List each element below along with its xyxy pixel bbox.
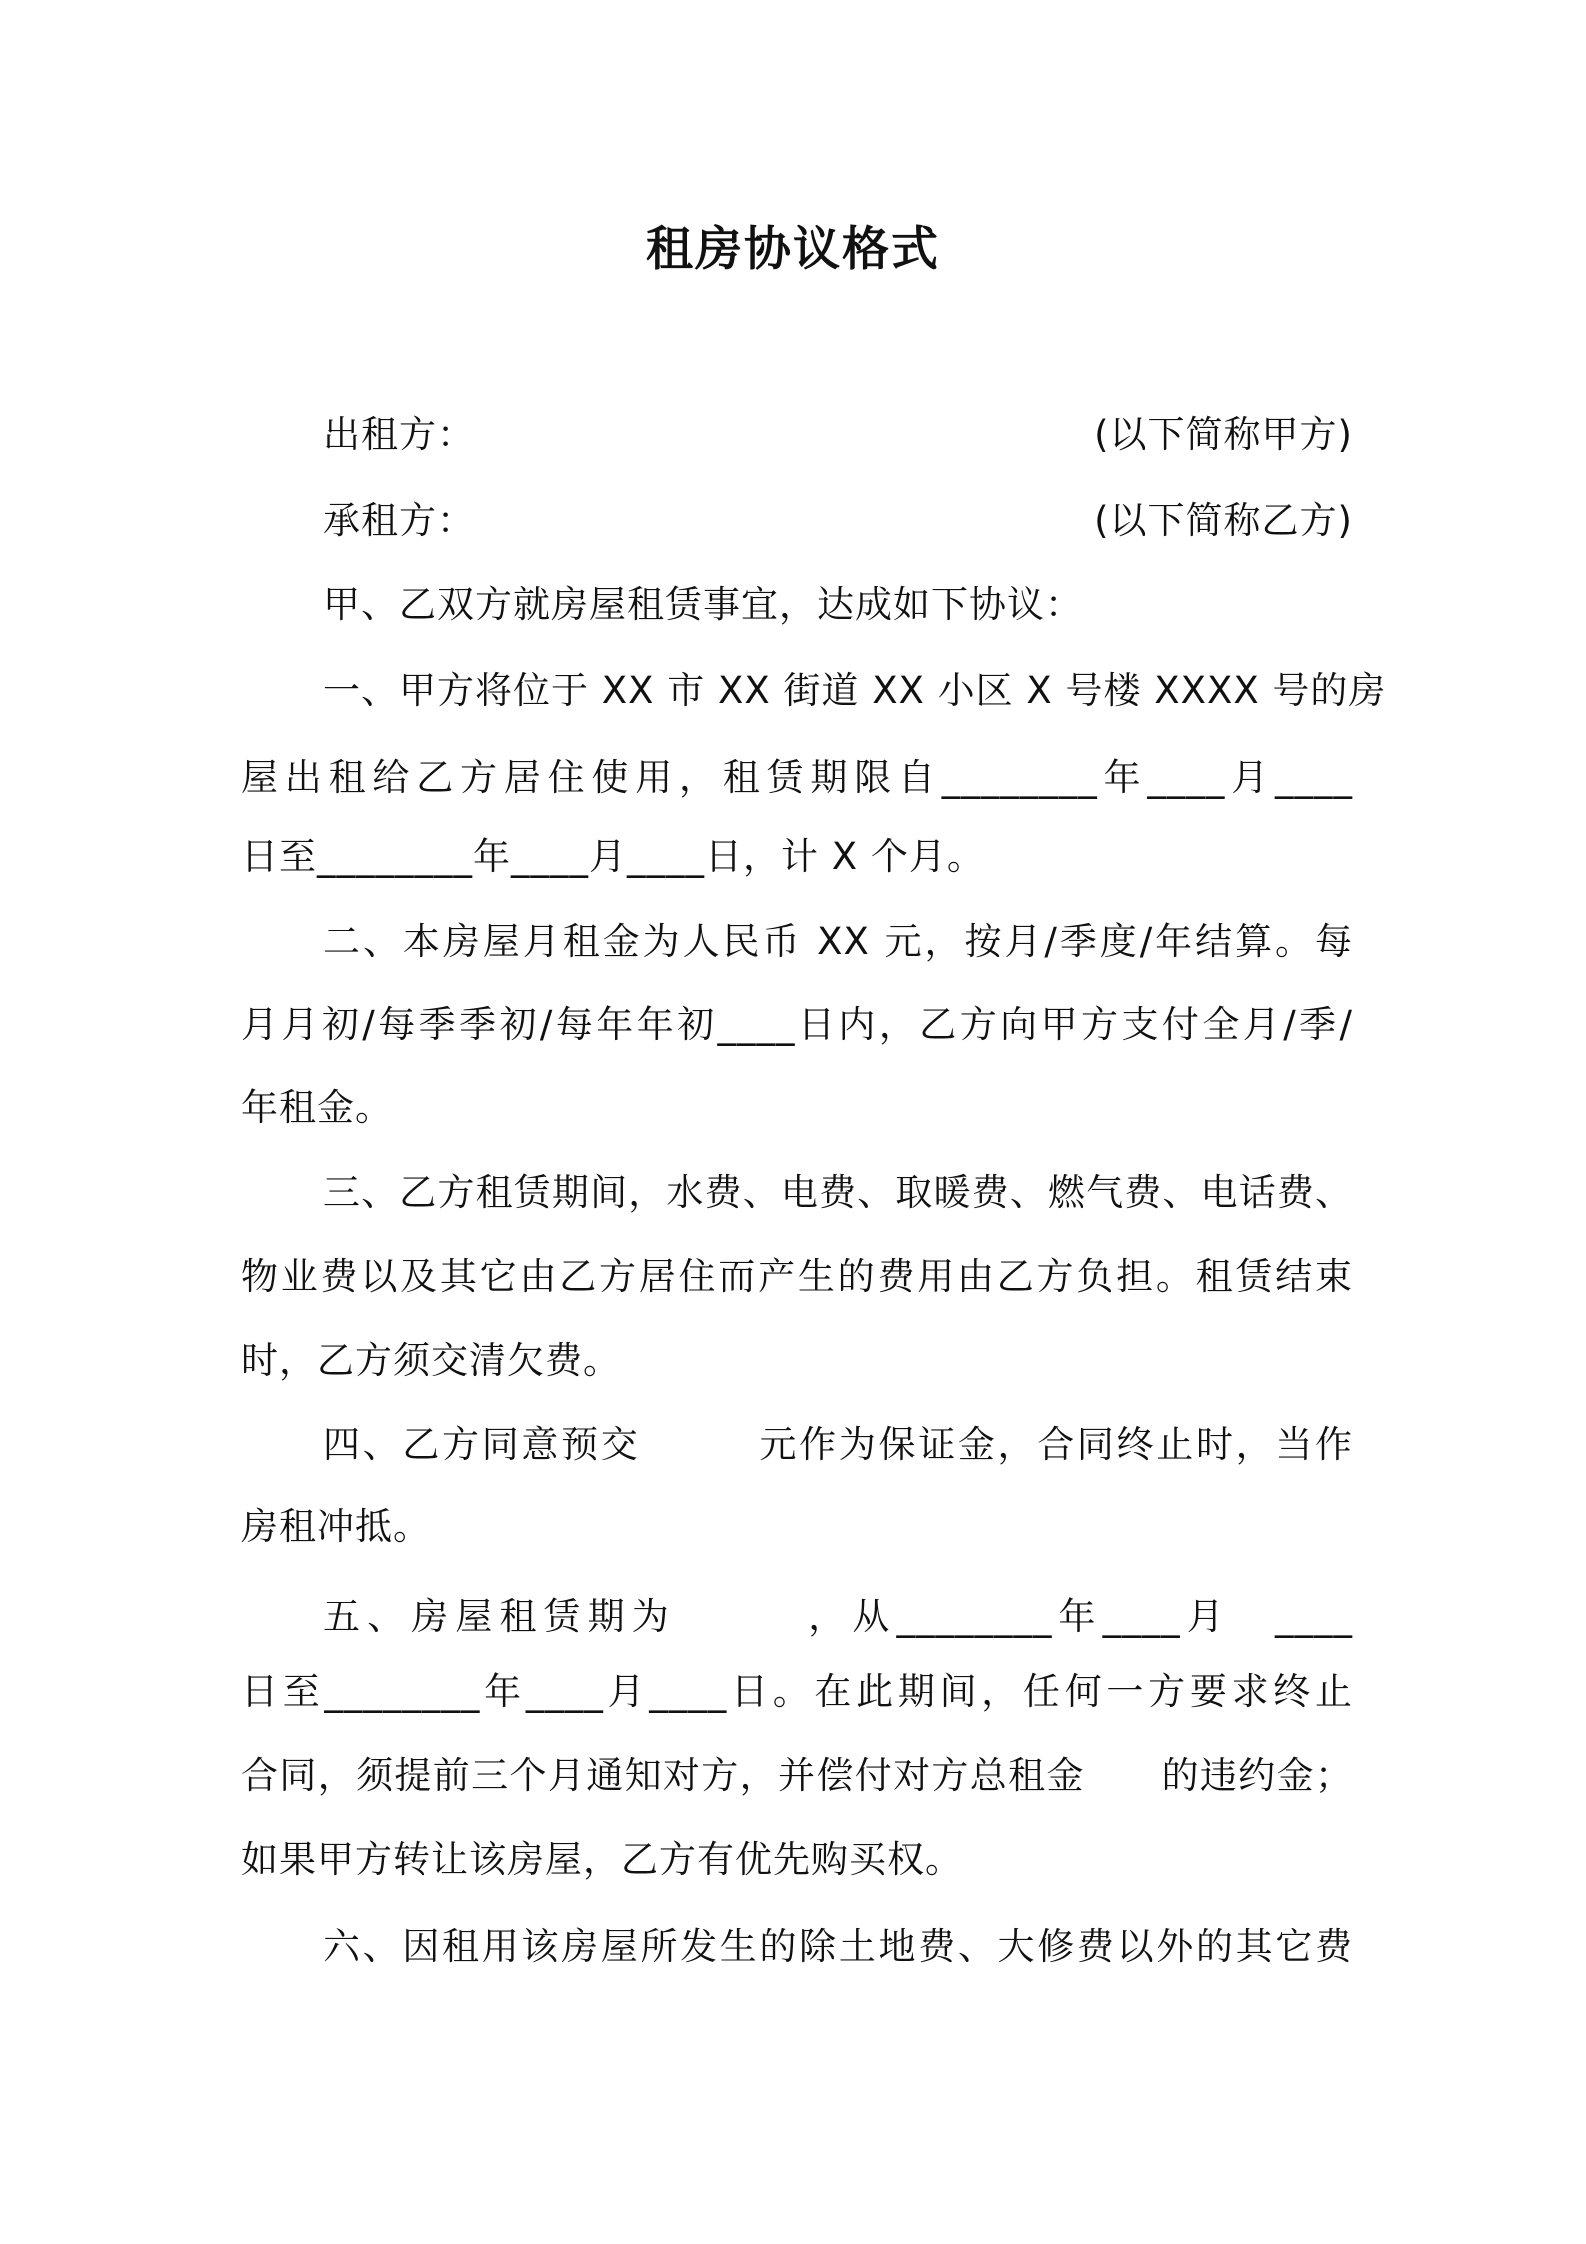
clause-5-line-3: 合同，须提前三个月通知对方，并偿付对方总租金 的违约金； [241, 1754, 1353, 1797]
clause-1-line-3: 日至________年____月____日，计 X 个月。 [241, 835, 985, 878]
agreement-intro: 甲、乙双方就房屋租赁事宜，达成如下协议： [323, 583, 1083, 626]
clause-2-line-2: 月月初/每季季初/每年年初____日内，乙方向甲方支付全月/季/ [241, 1003, 1353, 1046]
clause-5-line-4: 如果甲方转让该房屋，乙方有优先购买权。 [241, 1838, 963, 1881]
lessor-note: (以下简称甲方) [1094, 413, 1353, 456]
clause-4-line-2: 房租冲抵。 [241, 1505, 431, 1548]
clause-3-line-2: 物业费以及其它由乙方居住而产生的费用由乙方负担。租赁结束 [241, 1255, 1353, 1298]
clause-5-line-1: 五、房屋租赁期为 ，从________年____月 ____ [323, 1595, 1353, 1638]
clause-3-line-1: 三、乙方租赁期间，水费、电费、取暖费、燃气费、电话费、 [323, 1171, 1353, 1214]
lessee-note: (以下简称乙方) [1094, 499, 1353, 542]
clause-1-line-1: 一、甲方将位于 XX 市 XX 街道 XX 小区 X 号楼 XXXX 号的房 [323, 669, 1387, 712]
clause-1-line-2: 屋出租给乙方居住使用，租赁期限自________年____月____ [241, 756, 1353, 799]
clause-3-line-3: 时，乙方须交清欠费。 [241, 1339, 621, 1382]
clause-6-line-1: 六、因租用该房屋所发生的除土地费、大修费以外的其它费 [323, 1925, 1353, 1968]
document-title: 租房协议格式 [646, 222, 940, 277]
clause-2-line-1: 二、本房屋月租金为人民币 XX 元，按月/季度/年结算。每 [323, 920, 1353, 963]
clause-4-line-1: 四、乙方同意预交 元作为保证金，合同终止时，当作 [323, 1423, 1353, 1466]
clause-2-line-3: 年租金。 [241, 1086, 393, 1129]
lessor-line [241, 410, 1353, 460]
lessee-label: 承租方： [323, 499, 475, 542]
lessee-line [241, 496, 1353, 546]
clause-5-line-2: 日至________年____月____日。在此期间，任何一方要求终止 [241, 1670, 1353, 1713]
lessor-label: 出租方： [323, 413, 475, 456]
